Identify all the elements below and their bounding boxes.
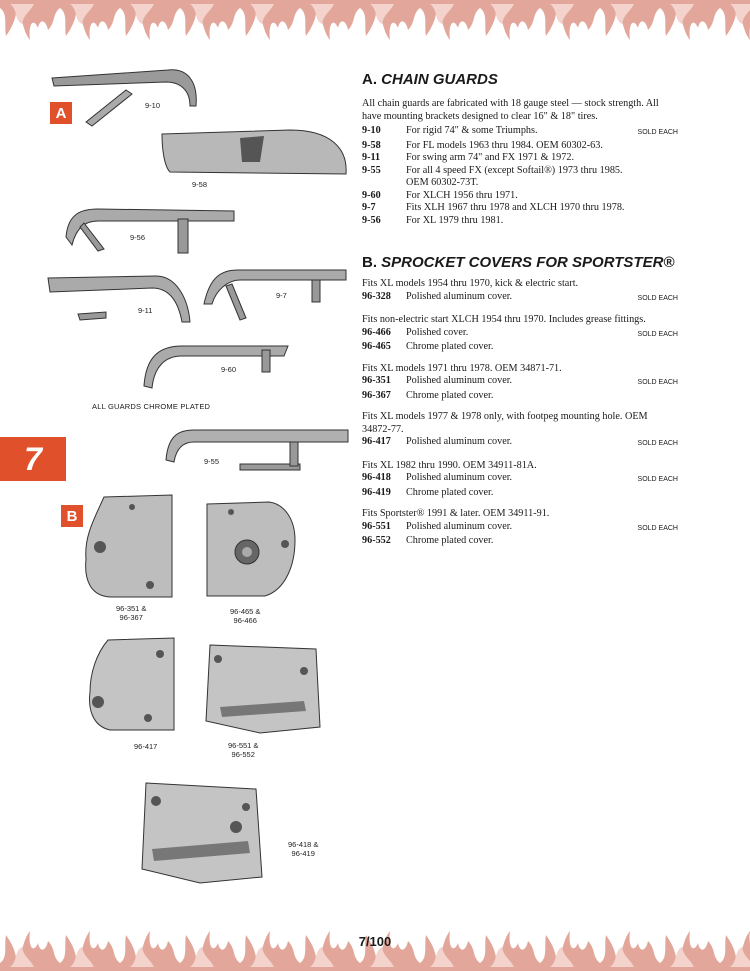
list-item: 9-60 For XLCH 1956 thru 1971. (362, 189, 518, 201)
chain-guard-9-58-photo (160, 126, 350, 178)
list-item: 96-552 Chrome plated cover. (362, 535, 494, 546)
caption-9-11: 9-11 (138, 306, 153, 315)
list-item: 9-7 Fits XLH 1967 thru 1978 and XLCH 1970 thru 1978. (362, 202, 625, 213)
sprocket-cover-96-418-photo (138, 779, 266, 885)
caption-96-418: 96-418 & 96-419 (288, 840, 319, 858)
chain-guard-9-11-photo (46, 272, 194, 328)
section-a-intro: All chain guards are fabricated with 18 gauge steel — stock strength. All have mounting brackets designed to clear 16" & 18" tires. (362, 98, 659, 122)
section-a-heading: A. CHAIN GUARDS (362, 71, 498, 88)
sprocket-cover-96-417-photo (86, 636, 176, 734)
section-b-group: Fits Sportster® 1991 & later. OEM 34911-91. 96-551 Polished aluminum cover. SOLD EACH 96-552 Chrome plated cover. (362, 508, 678, 546)
list-item: 96-418 Polished aluminum cover. SOLD EACH (362, 472, 678, 483)
chain-guard-9-55-photo (160, 426, 352, 472)
chain-guard-9-7-photo (202, 266, 348, 322)
list-item: 96-551 Polished aluminum cover. SOLD EACH (362, 520, 678, 532)
flame-border-top (0, 0, 750, 60)
page-number: 7/100 (358, 934, 392, 949)
sprocket-cover-96-551-photo (200, 641, 324, 737)
caption-96-465: 96-465 & 96-466 (230, 607, 261, 625)
list-item: 96-417 Polished aluminum cover. SOLD EACH (362, 436, 678, 447)
chain-guard-9-10-photo (48, 60, 200, 132)
list-item: 96-419 Chrome plated cover. (362, 486, 494, 498)
list-item: 96-328 Polished aluminum cover. SOLD EACH (362, 290, 678, 302)
list-item: 9-55 For all 4 speed FX (except Softail®) 1973 thru 1985. OEM 60302-73T. (362, 164, 623, 188)
caption-9-58: 9-58 (192, 180, 208, 189)
caption-9-10: 9-10 (145, 101, 161, 110)
caption-9-55: 9-55 (204, 457, 220, 466)
section-b (362, 254, 678, 548)
chapter-tab: 7 (0, 437, 66, 481)
caption-9-60: 9-60 (221, 365, 237, 374)
list-item: 9-10 For rigid 74" & some Triumphs. SOLD EACH (362, 125, 678, 136)
section-a-badge: A (50, 102, 72, 124)
chain-guard-9-60-photo (142, 342, 292, 390)
chain-guard-9-56-photo (58, 205, 238, 255)
section-b-group: Fits non-electric start XLCH 1954 thru 1970. Includes grease fittings. 96-466 Polished cover. SOLD EACH 96-465 Chrome plated cover. (362, 314, 678, 352)
list-item: 96-466 Polished cover. SOLD EACH (362, 326, 678, 338)
caption-96-417: 96-417 (134, 742, 158, 751)
guards-note: ALL GUARDS CHROME PLATED (92, 402, 211, 411)
list-item: 96-465 Chrome plated cover. (362, 341, 494, 352)
section-b-group: Fits XL 1982 thru 1990. OEM 34911-81A. 96-418 Polished aluminum cover. SOLD EACH 96-419 Chrome plated cover. (362, 459, 678, 498)
caption-9-7: 9-7 (276, 291, 287, 300)
section-b-group: Fits XL models 1954 thru 1970, kick & electric start. 96-328 Polished aluminum cover. SOLD EACH (362, 278, 678, 305)
section-b-heading: B. SPROCKET COVERS FOR SPORTSTER® (362, 254, 675, 271)
list-item: 96-351 Polished aluminum cover. SOLD EACH (362, 375, 678, 386)
list-item: 9-11 For swing arm 74" and FX 1971 & 1972. (362, 152, 575, 163)
sprocket-cover-96-465-photo (205, 500, 297, 598)
sprocket-cover-96-351-photo (82, 493, 174, 601)
list-item: 96-367 Chrome plated cover. (362, 389, 494, 401)
section-b-badge: B (61, 505, 83, 527)
section-b-group: Fits XL models 1977 & 1978 only, with footpeg mounting hole. OEM 34872-77. 96-417 Polished aluminum cover. SOLD EACH (362, 411, 678, 451)
list-item: 9-58 For FL models 1963 thru 1984. OEM 60302-63. (362, 139, 603, 151)
caption-96-351: 96-351 & 96-367 (116, 604, 147, 622)
list-item: 9-56 For XL 1979 thru 1981. (362, 214, 504, 226)
section-a-list (362, 125, 678, 227)
caption-96-551: 96-551 & 96-552 (228, 741, 259, 759)
section-a (362, 71, 678, 227)
caption-9-56: 9-56 (130, 233, 146, 242)
section-b-group: Fits XL models 1971 thru 1978. OEM 34871-71. 96-351 Polished aluminum cover. SOLD EACH 96-367 Chrome plated cover. (362, 362, 678, 401)
